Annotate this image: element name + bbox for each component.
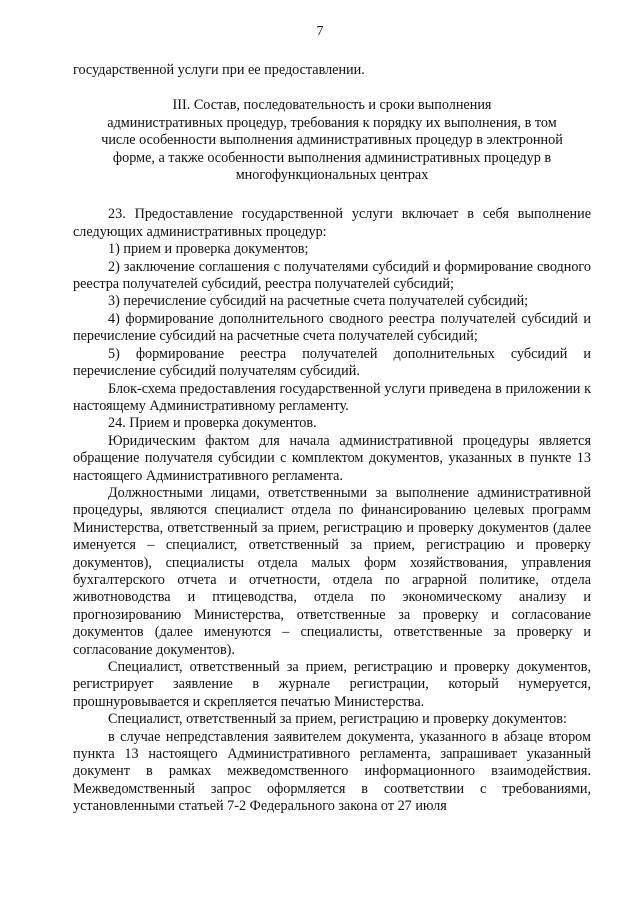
list-item: 5) формирование реестра получателей дополнительных субсидий и перечисление субсидий получателям субсидий. xyxy=(73,345,591,380)
section-heading xyxy=(73,97,591,184)
paragraph: Юридическим фактом для начала административной процедуры является обращение получателя субсидии с комплектом документов, указанных в пункте 13 настоящего Административного регламента. xyxy=(73,432,591,484)
page-number: 7 xyxy=(316,23,324,38)
paragraph: Должностными лицами, ответственными за выполнение административной процедуры, являются специалист отдела по финансированию целевых программ Министерства, ответственный за прием, регистрацию и проверку документов (далее именуется – специалист, ответственный за прием, регистрацию и проверку документов), специалисты отдела малых форм хозяйствования, управления бухгалтерского отчета и отчетности, отдела по аграрной политике, отдела животноводства и птицеводства, отдела по экономическому анализу и прогнозированию Министерства, ответственные за проверку и согласование документов (далее именуются – специалисты, ответственные за проверку и согласование документов). xyxy=(73,484,591,658)
heading-line: административных процедур, требования к порядку их выполнения, в том xyxy=(107,114,557,131)
continuation-line: государственной услуги при ее предоставлении. xyxy=(73,62,365,78)
list-item: 1) прием и проверка документов; xyxy=(108,241,309,258)
paragraph: 24. Прием и проверка документов. xyxy=(108,415,317,432)
document-body xyxy=(73,62,591,816)
heading-line: многофункциональных центрах xyxy=(235,167,429,184)
paragraph: Блок-схема предоставления государственной услуги приведена в приложении к настоящему Административному регламенту. xyxy=(73,380,591,414)
list-item: 2) заключение соглашения с получателями субсидий и формирование сводного реестра получателей субсидий, реестра получателей субсидий; xyxy=(73,258,591,293)
paragraph: Специалист, ответственный за прием, регистрацию и проверку документов: xyxy=(108,711,567,728)
paragraph: в случае непредставления заявителем документа, указанного в абзаце втором пункта 13 настоящего Административного регламента, запрашивает указанный документ в рамках межведомственного информационного взаимодействия. Межведомственный запрос оформляется в соответствии с требованиями, установленными статьей 7-2 Федерального закона от 27 июля xyxy=(73,728,591,815)
list-item: 4) формирование дополнительного сводного реестра получателей субсидий и перечисление субсидий на расчетные счета получателей субсидий; xyxy=(73,310,591,345)
list-item: 3) перечисление субсидий на расчетные счета получателей субсидий; xyxy=(108,293,529,310)
heading-line: III. Состав, последовательность и сроки выполнения xyxy=(172,97,492,114)
paragraph: Специалист, ответственный за прием, регистрацию и проверку документов, регистрирует заявление в журнале регистрации, который нумеруется, прошнуровывается и скрепляется печатью Министерства. xyxy=(73,659,591,710)
heading-line: форме, а также особенности выполнения административных процедур в xyxy=(112,149,552,166)
paragraph: 23. Предоставление государственной услуги включает в себя выполнение следующих административных процедур: xyxy=(73,206,591,240)
heading-line: числе особенности выполнения административных процедур в электронной xyxy=(101,132,563,149)
